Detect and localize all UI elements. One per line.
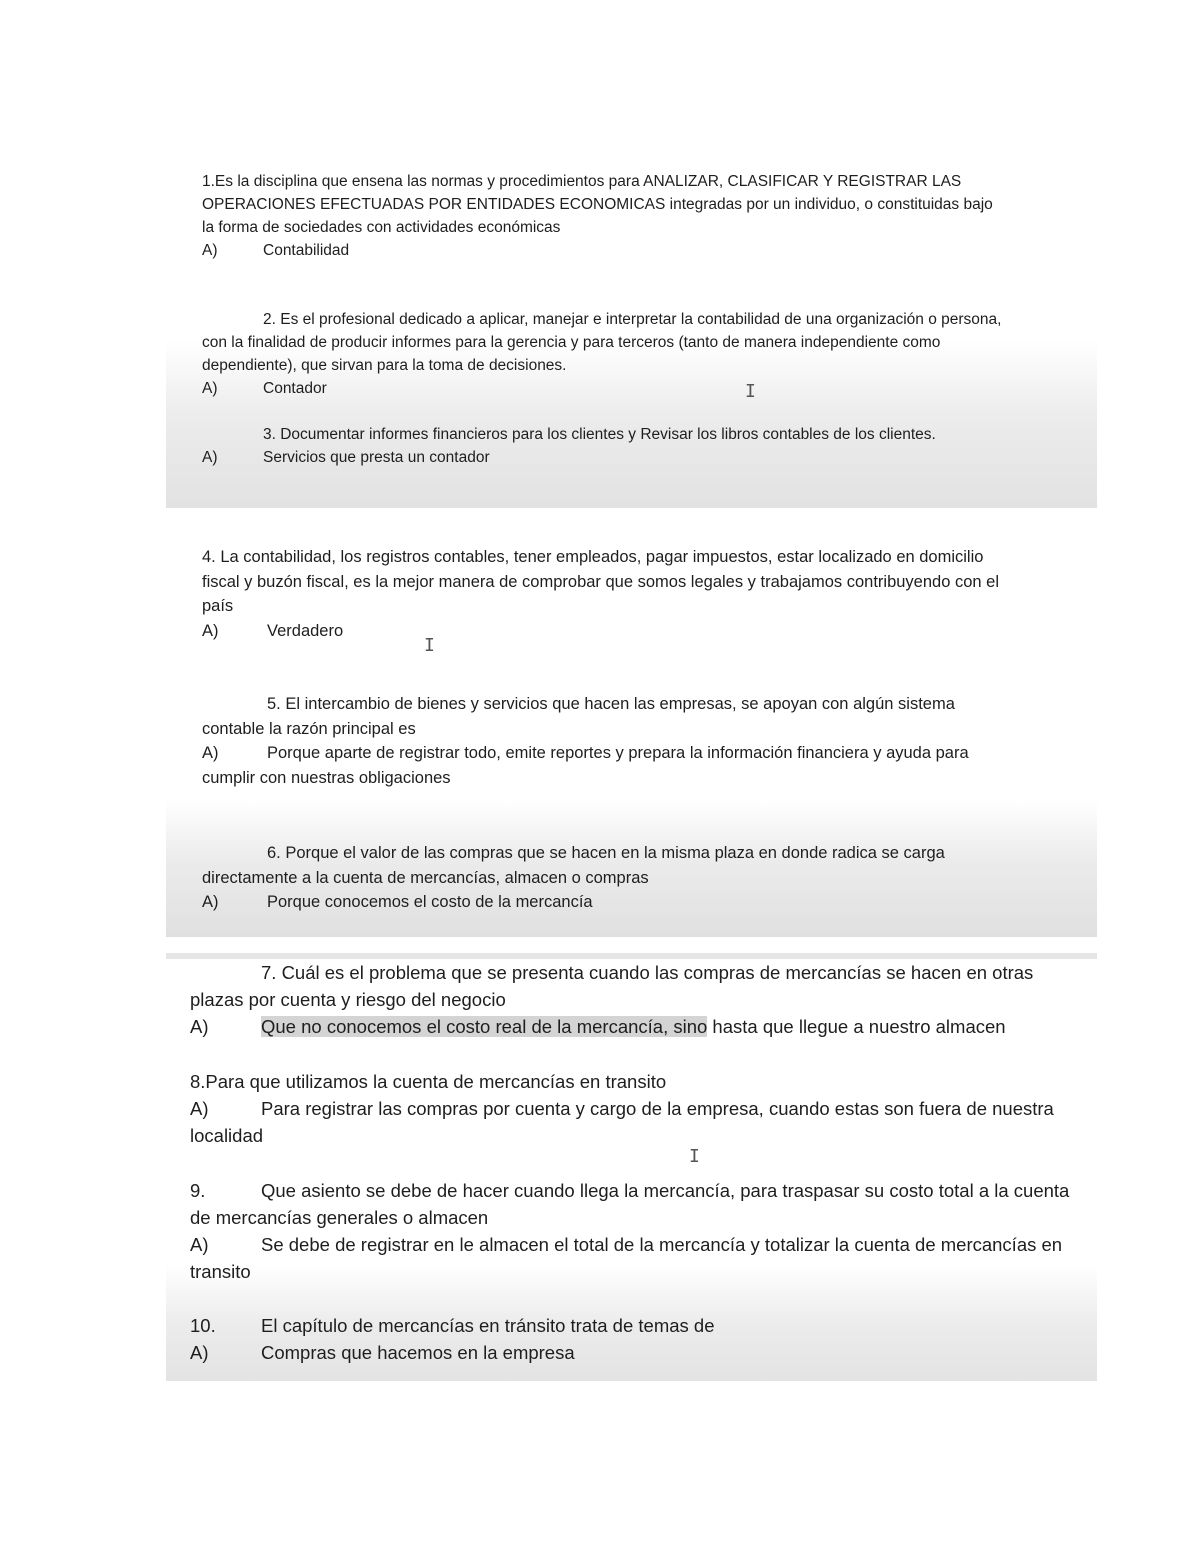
answer-2 (202, 377, 1002, 400)
question-3-text: 3. Documentar informes financieros para los clientes y Revisar los libros contables de los clientes. (263, 426, 936, 443)
answer-9 (190, 1231, 1080, 1285)
question-1-text: 1.Es la disciplina que ensena las normas y procedimientos para ANALIZAR, CLASIFICAR Y REGISTRAR LAS OPERACIONES EFECTUADAS POR ENTIDADES ECONOMICAS integradas por un individuo, o constituidas bajo la forma de sociedades con actividades económicas (202, 173, 993, 236)
answer-1 (202, 239, 1002, 262)
answer-5-text: Porque aparte de registrar todo, emite reportes y prepara la información financiera y ayuda para cumplir con nuestras obligaciones (202, 744, 969, 787)
answer-label: A) (202, 449, 218, 466)
answer-8 (190, 1095, 1080, 1149)
answer-label: A) (202, 893, 219, 911)
answer-label: A) (190, 1016, 209, 1037)
question-6 (202, 841, 1002, 915)
question-3 (202, 423, 1002, 469)
question-5-text: 5. El intercambio de bienes y servicios que hacen las empresas, se apoyan con algún sistema contable la razón principal es (202, 695, 955, 738)
text-cursor-icon: I (689, 1146, 700, 1167)
question-4 (202, 545, 1002, 643)
question-10 (190, 1312, 1080, 1366)
answer-1-text: Contabilidad (263, 242, 350, 259)
question-7-text: 7. Cuál es el problema que se presenta cuando las compras de mercancías se hacen en otras plazas por cuenta y riesgo del negocio (190, 962, 1034, 1010)
answer-4-text: Verdadero (267, 621, 344, 640)
text-cursor-icon: I (745, 381, 756, 402)
answer-label: A) (202, 621, 219, 640)
answer-10 (190, 1339, 1080, 1366)
answer-6 (202, 890, 1002, 915)
text-cursor-icon: I (424, 635, 435, 656)
answer-7-rest: hasta que llegue a nuestro almacen (707, 1016, 1006, 1037)
question-9 (190, 1177, 1080, 1285)
question-number: 10. (190, 1315, 216, 1336)
question-10-body: El capítulo de mercancías en tránsito trata de temas de (261, 1315, 715, 1336)
answer-4 (202, 619, 1002, 644)
answer-label: A) (202, 380, 218, 397)
highlighted-selection[interactable]: Que no conocemos el costo real de la mercancía, sino (261, 1016, 708, 1037)
question-4-text: 4. La contabilidad, los registros contables, tener empleados, pagar impuestos, estar localizado en domicilio fiscal y buzón fiscal, es la mejor manera de comprobar que somos legales y trabajamos contribuyendo con el país (202, 548, 999, 615)
answer-label: A) (190, 1234, 209, 1255)
answer-label: A) (190, 1342, 209, 1363)
answer-2-text: Contador (263, 380, 327, 397)
answer-8-text: Para registrar las compras por cuenta y cargo de la empresa, cuando estas son fuera de nuestra localidad (190, 1098, 1054, 1146)
answer-label: A) (190, 1098, 209, 1119)
answer-6-text: Porque conocemos el costo de la mercancía (267, 893, 593, 911)
question-9-text (190, 1177, 1080, 1231)
question-8-text: 8.Para que utilizamos la cuenta de mercancías en transito (190, 1071, 667, 1092)
question-8 (190, 1068, 1080, 1149)
answer-5 (202, 741, 1002, 790)
answer-3-text: Servicios que presta un contador (263, 449, 490, 466)
question-5 (202, 692, 1002, 790)
answer-3 (202, 446, 1002, 469)
answer-10-text: Compras que hacemos en la empresa (261, 1342, 575, 1363)
answer-7-text (261, 1013, 1006, 1040)
question-7 (190, 959, 1080, 1040)
question-2 (202, 308, 1002, 400)
answer-9-text: Se debe de registrar en le almacen el total de la mercancía y totalizar la cuenta de mercancías en transito (190, 1234, 1063, 1282)
answer-7 (190, 1013, 1080, 1040)
answer-label: A) (202, 744, 219, 762)
question-9-body: Que asiento se debe de hacer cuando llega la mercancía, para traspasar su costo total a la cuenta de mercancías generales o almacen (190, 1180, 1070, 1228)
answer-label: A) (202, 242, 218, 259)
question-6-text: 6. Porque el valor de las compras que se hacen en la misma plaza en donde radica se carga directamente a la cuenta de mercancías, almacen o compras (202, 844, 945, 887)
question-10-text (190, 1312, 1080, 1339)
question-1 (202, 170, 1002, 262)
question-number: 9. (190, 1180, 206, 1201)
question-2-text: 2. Es el profesional dedicado a aplicar, manejar e interpretar la contabilidad de una organización o persona, con la finalidad de producir informes para la gerencia y para terceros (tanto de manera independiente como dependiente), que sirvan para la toma de decisiones. (202, 311, 1002, 374)
